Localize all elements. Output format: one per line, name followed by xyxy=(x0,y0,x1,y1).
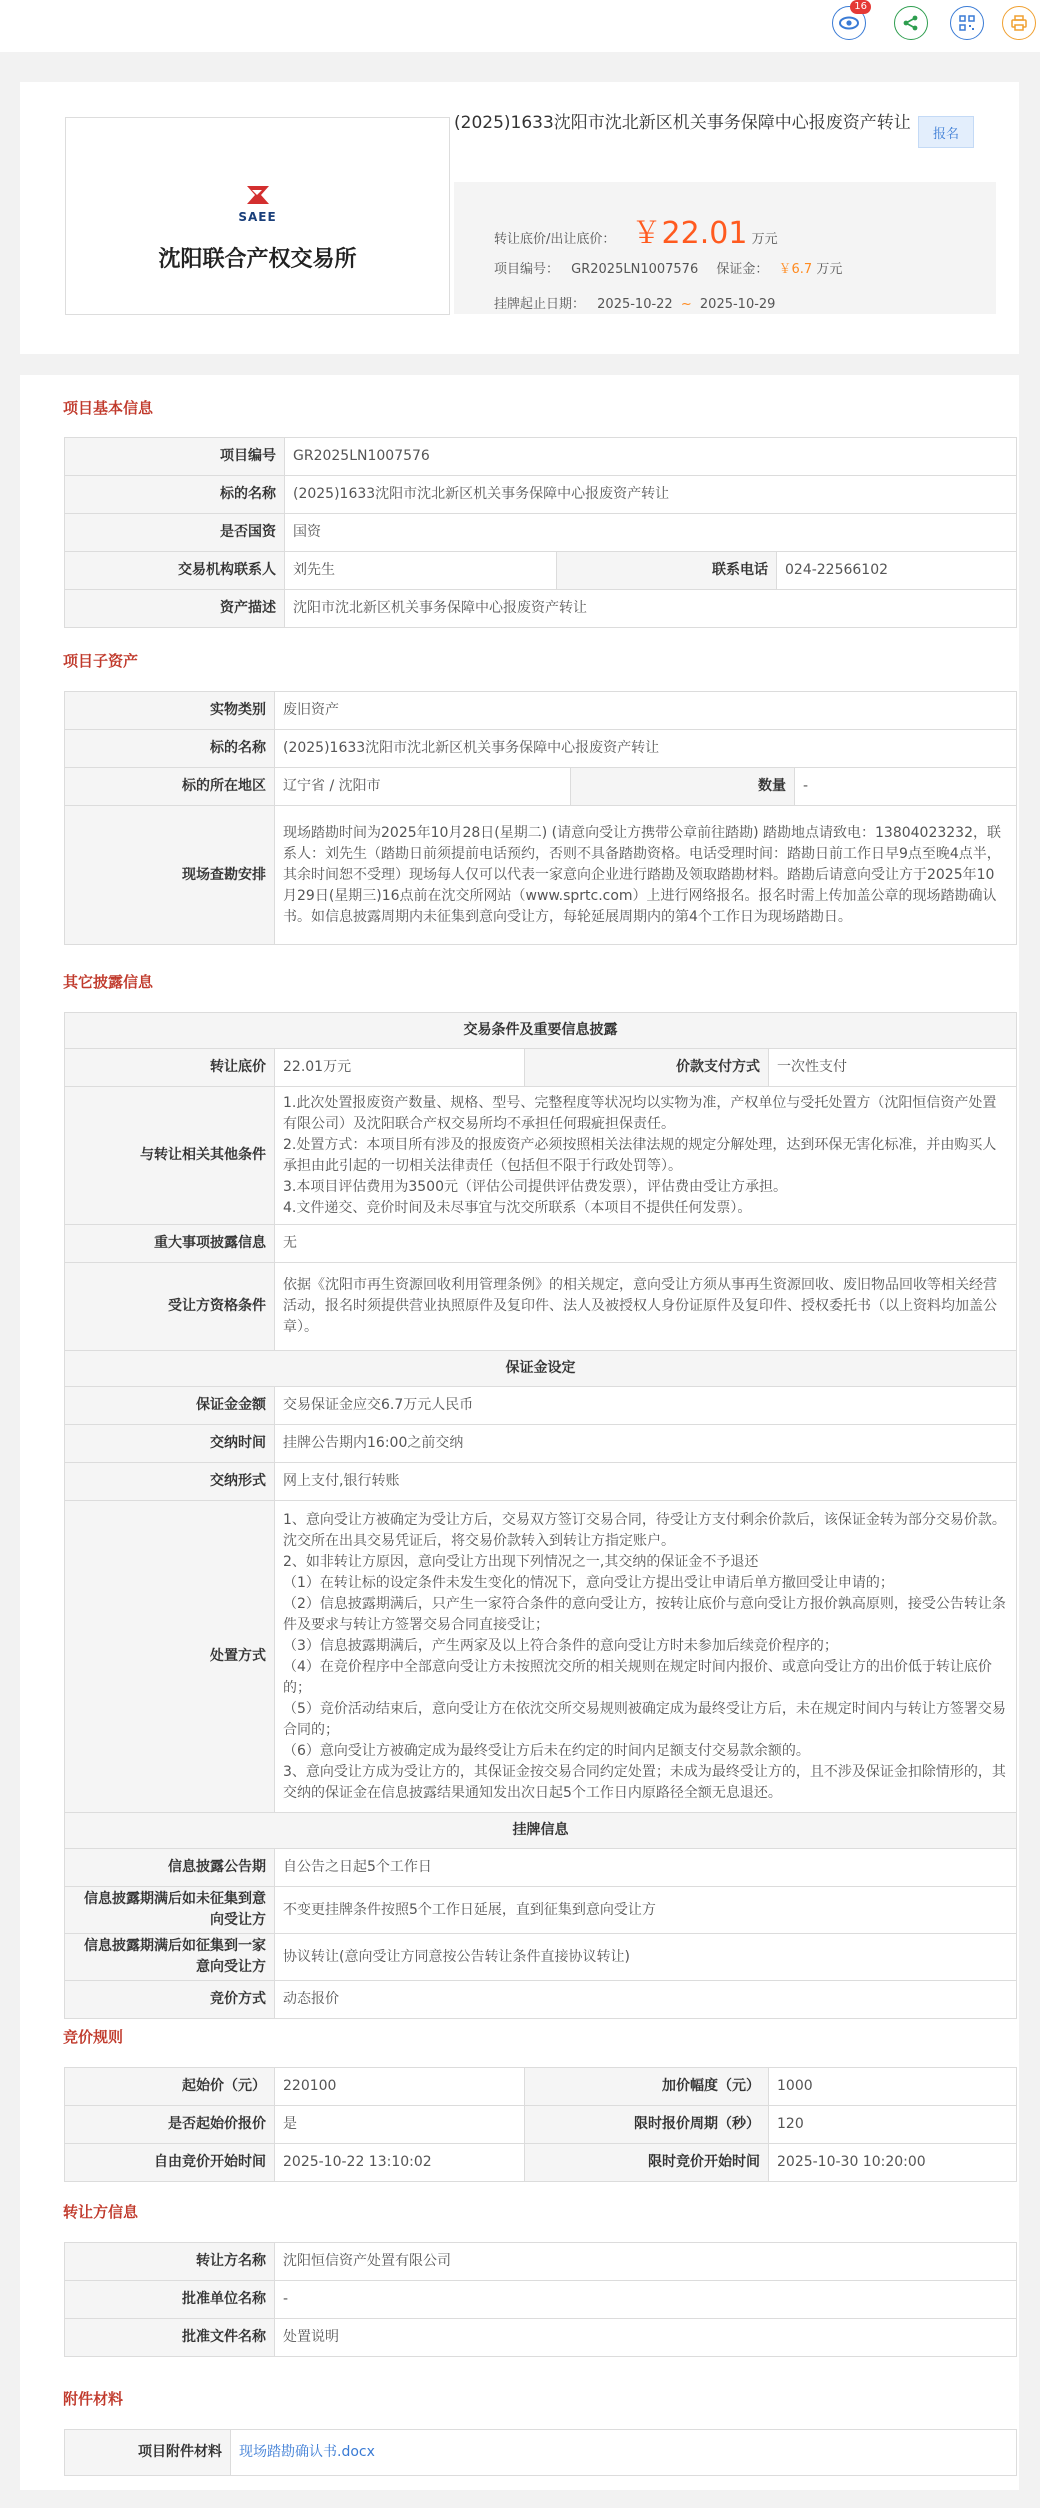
table-row xyxy=(65,1813,1017,1849)
project-title: (2025)1633沈阳市沈北新区机关事务保障中心报废资产转让 xyxy=(454,113,911,133)
label-asset-desc: 资产描述 xyxy=(65,590,285,628)
enroll-button[interactable]: 报名 xyxy=(918,116,974,148)
value-deposit-handling xyxy=(275,1501,1017,1813)
date-start: 2025-10-22 xyxy=(597,297,673,312)
qr-code-button[interactable] xyxy=(950,6,984,40)
table-row xyxy=(65,692,1017,730)
header-listing-info: 挂牌信息 xyxy=(65,1813,1017,1849)
table-row xyxy=(65,1887,1017,1934)
label-timed-cycle: 限时报价周期（秒） xyxy=(525,2106,769,2144)
table-row xyxy=(65,2068,1017,2106)
value-no-buyer: 不变更挂牌条件按照5个工作日延展，直到征集到意向受让方 xyxy=(275,1887,1017,1934)
table-row xyxy=(65,1981,1017,2019)
date-end: 2025-10-29 xyxy=(699,297,776,312)
label-no-buyer: 信息披露期满后如未征集到意向受让方 xyxy=(65,1887,275,1934)
value-deposit-time: 挂牌公告期内16:00之前交纳 xyxy=(275,1425,1017,1463)
eye-icon xyxy=(839,16,859,30)
label-quantity: 数量 xyxy=(571,768,795,806)
label-seller-name: 转让方名称 xyxy=(65,2243,275,2281)
label-increment: 加价幅度（元） xyxy=(525,2068,769,2106)
value-other-conditions xyxy=(275,1087,1017,1225)
list-item: 3、意向受让方成为受让方的，其保证金按交易合同约定处置；未成为最终受让方的，且不涉及保证金扣除情形的，其交纳的保证金在信息披露结果通知发出次日起5个工作日内原路径全额无息退还。 xyxy=(283,1763,1006,1801)
list-item: 4.文件递交、竞价时间及未尽事宜与沈交所联系（本项目不提供任何发票）。 xyxy=(283,1199,752,1216)
table-row xyxy=(65,1934,1017,1981)
print-button[interactable] xyxy=(1002,6,1036,40)
table-row xyxy=(65,2243,1017,2281)
label-start-price-bid: 是否起始价报价 xyxy=(65,2106,275,2144)
label-contact: 交易机构联系人 xyxy=(65,552,285,590)
section-seller-info: 转让方信息 xyxy=(63,2203,139,2221)
label-floor-price: 转让底价 xyxy=(65,1049,275,1087)
label-other-conditions: 与转让相关其他条件 xyxy=(65,1087,275,1225)
list-item: 1、意向受让方被确定为受让方后，交易双方签订交易合同，待受让方支付剩余价款后，该保证金转为部分交易价款。沈交所在出具交易凭证后，将交易价款转入到转让方指定账户。 xyxy=(283,1511,1006,1549)
table-row xyxy=(65,438,1017,476)
price-info-panel xyxy=(454,182,996,314)
attachment-link[interactable]: 现场踏勘确认书.docx xyxy=(239,2444,375,2460)
table-row xyxy=(65,590,1017,628)
other-disclosure-table xyxy=(64,1012,1017,2019)
table-row xyxy=(65,806,1017,945)
table-row xyxy=(65,730,1017,768)
label-project-no: 项目编号 xyxy=(65,438,285,476)
value-asset-desc: 沈阳市沈北新区机关事务保障中心报废资产转让 xyxy=(285,590,1017,628)
value-approval-unit: - xyxy=(275,2281,1017,2319)
seller-info-table xyxy=(64,2242,1017,2357)
label-approval-doc: 批准文件名称 xyxy=(65,2319,275,2357)
list-item: 3.本项目评估费用为3500元（评估公司提供评估费发票），评估费由受让方承担。 xyxy=(283,1178,787,1195)
label-major-matters: 重大事项披露信息 xyxy=(65,1225,275,1263)
price-label: 转让底价/出让底价： xyxy=(494,232,616,247)
table-row xyxy=(65,2144,1017,2182)
value-phone: 024-22566102 xyxy=(777,552,1017,590)
value-increment: 1000 xyxy=(769,2068,1017,2106)
date-separator: ~ xyxy=(680,297,692,312)
top-toolbar xyxy=(0,0,1040,52)
value-contact: 刘先生 xyxy=(285,552,557,590)
section-basic-info: 项目基本信息 xyxy=(63,399,154,417)
table-row xyxy=(65,1013,1017,1049)
value-state-owned: 国资 xyxy=(285,514,1017,552)
table-row xyxy=(65,1263,1017,1351)
section-other-disclosure: 其它披露信息 xyxy=(63,973,154,991)
price-value: ￥22.01 xyxy=(631,216,748,251)
table-row xyxy=(65,1351,1017,1387)
deposit-unit: 万元 xyxy=(816,262,843,277)
logo-abbr: SAEE xyxy=(238,210,277,224)
table-row xyxy=(65,1087,1017,1225)
table-row xyxy=(65,1387,1017,1425)
value-bid-mode: 动态报价 xyxy=(275,1981,1017,2019)
project-header-card xyxy=(20,82,1019,354)
list-item: （4）在竞价程序中全部意向受让方未按照沈交所的相关规则在规定时间内报价、或意向受让方的出价低于转让底价的； xyxy=(283,1658,992,1696)
table-row xyxy=(65,1225,1017,1263)
label-timed-bid-start: 限时竞价开始时间 xyxy=(525,2144,769,2182)
list-item: 1.此次处置报废资产数量、规格、型号、完整程度等状况均以实物为准，产权单位与受托处置方（沈阳恒信资产处置有限公司）及沈阳联合产权交易所均不承担任何瑕疵担保责任。 xyxy=(283,1094,997,1132)
table-row xyxy=(65,476,1017,514)
value-disclosure-period: 自公告之日起5个工作日 xyxy=(275,1849,1017,1887)
value-name: (2025)1633沈阳市沈北新区机关事务保障中心报废资产转让 xyxy=(285,476,1017,514)
value-timed-cycle: 120 xyxy=(769,2106,1017,2144)
value-one-buyer: 协议转让(意向受让方同意按公告转让条件直接协议转让) xyxy=(275,1934,1017,1981)
exchange-logo xyxy=(65,117,450,315)
value-deposit-form: 网上支付,银行转账 xyxy=(275,1463,1017,1501)
table-row xyxy=(65,1425,1017,1463)
deposit-label: 保证金： xyxy=(716,262,769,277)
price-row xyxy=(494,208,778,252)
label-phone: 联系电话 xyxy=(557,552,777,590)
project-no-label: 项目编号： xyxy=(494,262,560,277)
table-row xyxy=(65,1501,1017,1813)
price-unit: 万元 xyxy=(751,232,778,247)
date-label: 挂牌起止日期： xyxy=(494,297,586,312)
label-approval-unit: 批准单位名称 xyxy=(65,2281,275,2319)
list-item: （3）信息披露期满后，产生两家及以上符合条件的意向受让方时未参加后续竞价程序的； xyxy=(283,1637,838,1654)
deposit-value: ￥6.7 xyxy=(778,262,813,277)
label-qualification: 受让方资格条件 xyxy=(65,1263,275,1351)
details-card xyxy=(20,375,1019,2490)
header-trade-conditions: 交易条件及重要信息披露 xyxy=(65,1013,1017,1049)
label-start-price: 起始价（元） xyxy=(65,2068,275,2106)
label-payment: 价款支付方式 xyxy=(525,1049,769,1087)
table-row xyxy=(65,2319,1017,2357)
attachment-cell xyxy=(231,2430,1017,2476)
value-project-no: GR2025LN1007576 xyxy=(285,438,1017,476)
label-free-bid-start: 自由竞价开始时间 xyxy=(65,2144,275,2182)
print-icon xyxy=(1010,14,1028,32)
table-row xyxy=(65,1463,1017,1501)
value-quantity: - xyxy=(795,768,1017,806)
sub-assets-table xyxy=(64,691,1017,945)
header-deposit-settings: 保证金设定 xyxy=(65,1351,1017,1387)
project-no-value: GR2025LN1007576 xyxy=(571,262,699,277)
table-row xyxy=(65,514,1017,552)
list-item: （5）竞价活动结束后，意向受让方在依沈交所交易规则被确定成为最终受让方后，未在规定时间内与转让方签署交易合同的； xyxy=(283,1700,1006,1738)
label-deposit-form: 交纳形式 xyxy=(65,1463,275,1501)
logo-name: 沈阳联合产权交易所 xyxy=(158,247,357,272)
table-row xyxy=(65,2106,1017,2144)
table-row xyxy=(65,2281,1017,2319)
value-major-matters: 无 xyxy=(275,1225,1017,1263)
table-row xyxy=(65,768,1017,806)
table-row xyxy=(65,2430,1017,2476)
section-bidding-rules: 竞价规则 xyxy=(63,2028,124,2046)
value-approval-doc: 处置说明 xyxy=(275,2319,1017,2357)
list-item: （2）信息披露期满后，只产生一家符合条件的意向受让方，按转让底价与意向受让方报价孰高原则，接受公告转让条件及要求与转让方签署交易合同直接受让； xyxy=(283,1595,1006,1633)
value-seller-name: 沈阳恒信资产处置有限公司 xyxy=(275,2243,1017,2281)
project-no-row xyxy=(494,258,842,277)
label-deposit-amount: 保证金金额 xyxy=(65,1387,275,1425)
section-attachments: 附件材料 xyxy=(63,2390,124,2408)
list-item: 2、如非转让方原因，意向受让方出现下列情况之一,其交纳的保证金不予退还 xyxy=(283,1553,759,1570)
label-region: 标的所在地区 xyxy=(65,768,275,806)
label-disclosure-period: 信息披露公告期 xyxy=(65,1849,275,1887)
value-timed-bid-start: 2025-10-30 10:20:00 xyxy=(769,2144,1017,2182)
label-one-buyer: 信息披露期满后如征集到一家意向受让方 xyxy=(65,1934,275,1981)
value-start-price: 220100 xyxy=(275,2068,525,2106)
value-region: 辽宁省 / 沈阳市 xyxy=(275,768,571,806)
qr-code-icon xyxy=(958,14,976,32)
bidding-rules-table xyxy=(64,2067,1017,2182)
value-qualification: 依据《沈阳市再生资源回收利用管理条例》的相关规定，意向受让方须从事再生资源回收、废旧物品回收等相关经营活动，报名时须提供营业执照原件及复印件、法人及被授权人身份证原件及复印件、授权委托书（以上资料均加盖公章）。 xyxy=(275,1263,1017,1351)
share-icon xyxy=(902,14,920,32)
value-category: 废旧资产 xyxy=(275,692,1017,730)
value-start-price-bid: 是 xyxy=(275,2106,525,2144)
value-sub-name: (2025)1633沈阳市沈北新区机关事务保障中心报废资产转让 xyxy=(275,730,1017,768)
value-deposit-amount: 交易保证金应交6.7万元人民币 xyxy=(275,1387,1017,1425)
value-floor-price: 22.01万元 xyxy=(275,1049,525,1087)
label-deposit-time: 交纳时间 xyxy=(65,1425,275,1463)
share-button[interactable] xyxy=(894,6,928,40)
list-item: （1）在转让标的设定条件未发生变化的情况下，意向受让方提出受让申请后单方撤回受让申请的； xyxy=(283,1574,894,1591)
view-count-badge: 16 xyxy=(850,0,871,14)
section-sub-assets: 项目子资产 xyxy=(63,652,139,670)
list-item: （6）意向受让方被确定成为最终受让方后未在约定的时间内足额支付交易款余额的。 xyxy=(283,1742,810,1759)
label-state-owned: 是否国资 xyxy=(65,514,285,552)
label-category: 实物类别 xyxy=(65,692,275,730)
date-row xyxy=(494,293,775,312)
label-site-visit: 现场查勘安排 xyxy=(65,806,275,945)
table-row xyxy=(65,1049,1017,1087)
label-deposit-handling: 处置方式 xyxy=(65,1501,275,1813)
label-name: 标的名称 xyxy=(65,476,285,514)
basic-info-table xyxy=(64,437,1017,628)
table-row xyxy=(65,552,1017,590)
value-payment: 一次性支付 xyxy=(769,1049,1017,1087)
value-site-visit: 现场踏勘时间为2025年10月28日(星期二) (请意向受让方携带公章前往踏勘) 踏勘地点请致电：13804023232，联系人：刘先生（踏勘日前须提前电话预约，否则不具备踏勘资格。电话受理时间：踏勘日前工作日早9点至晚4点半，其余时间恕不受理）现场每人仅可以代表一家意向企业进行踏勘及领取踏勘材料。踏勘后请意向受让方于2025年10月29日(星期三)16点前在沈交所网站（www.sprtc.com）上进行网络报名。报名时需上传加盖公章的现场踏勘确认书。如信息披露周期内未征集到意向受让方，每轮延展周期内的第4个工作日为现场踏勘日。 xyxy=(275,806,1017,945)
label-attachments: 项目附件材料 xyxy=(65,2430,231,2476)
value-free-bid-start: 2025-10-22 13:10:02 xyxy=(275,2144,525,2182)
table-row xyxy=(65,1849,1017,1887)
view-count-button[interactable] xyxy=(832,1,867,40)
list-item: 2.处置方式：本项目所有涉及的报废资产必须按照相关法律法规的规定分解处理，达到环保无害化标准，并由购买人承担由此引起的一切相关法律责任（包括但不限于行政处罚等）。 xyxy=(283,1136,997,1174)
logo-mark-icon xyxy=(243,182,273,208)
label-sub-name: 标的名称 xyxy=(65,730,275,768)
attachments-table xyxy=(64,2429,1017,2476)
label-bid-mode: 竞价方式 xyxy=(65,1981,275,2019)
